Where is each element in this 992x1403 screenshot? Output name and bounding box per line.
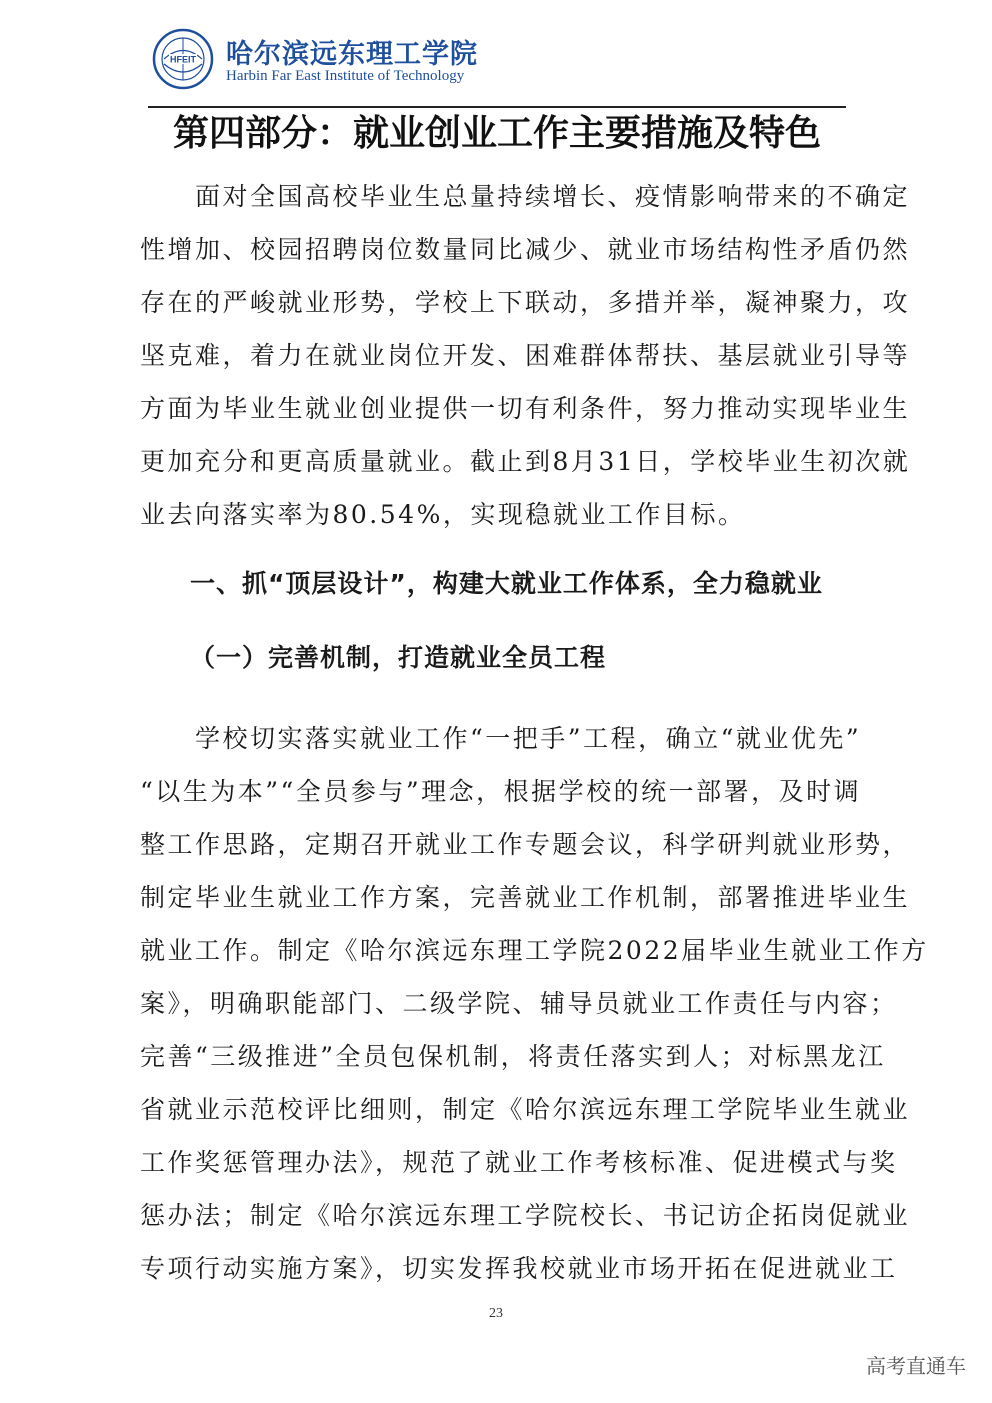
paragraph-line: 面对全国高校毕业生总量持续增长、疫情影响带来的不确定 [140, 182, 911, 211]
paragraph-line: “以生为本”“全员参与”理念，根据学校的统一部署，及时调 [140, 777, 862, 806]
watermark: 高考直通车 [866, 1354, 966, 1378]
school-logo-icon [152, 28, 214, 90]
school-name-en: Harbin Far East Institute of Technology [226, 68, 465, 84]
page-header [152, 28, 852, 94]
paragraph-line: 就业工作。制定《哈尔滨远东理工学院2022届毕业生就业工作方 [140, 936, 929, 965]
paragraph-line: 整工作思路，定期召开就业工作专题会议，科学研判就业形势， [140, 830, 911, 859]
paragraph-line: 案》，明确职能部门、二级学院、辅导员就业工作责任与内容； [140, 989, 898, 1018]
paragraph-line: 学校切实落实就业工作“一把手”工程，确立“就业优先” [140, 724, 862, 753]
paragraph-line: 完善“三级推进”全员包保机制，将责任落实到人；对标黑龙江 [140, 1042, 886, 1071]
paragraph-line: 省就业示范校评比细则，制定《哈尔滨远东理工学院毕业生就业 [140, 1095, 911, 1124]
logo-text: HFEIT [170, 54, 196, 65]
header-divider [148, 106, 846, 108]
paragraph-line: 性增加、校园招聘岗位数量同比减少、就业市场结构性矛盾仍然 [140, 235, 911, 264]
paragraph-line: 坚克难，着力在就业岗位开发、困难群体帮扶、基层就业引导等 [140, 341, 911, 370]
paragraph-line: 制定毕业生就业工作方案，完善就业工作机制，部署推进毕业生 [140, 883, 911, 912]
paragraph-line: 存在的严峻就业形势，学校上下联动，多措并举，凝神聚力，攻 [140, 288, 911, 317]
mechanism-paragraph [140, 712, 929, 1295]
intro-paragraph [140, 170, 911, 541]
school-name-cn: 哈尔滨远东理工学院 [226, 39, 478, 70]
section-heading-1: 一、抓“顶层设计”，构建大就业工作体系，全力稳就业 [190, 569, 823, 598]
page-title: 第四部分：就业创业工作主要措施及特色 [172, 113, 821, 154]
paragraph-line: 惩办法；制定《哈尔滨远东理工学院校长、书记访企拓岗促就业 [140, 1201, 911, 1230]
paragraph-line: 专项行动实施方案》，切实发挥我校就业市场开拓在促进就业工 [140, 1254, 898, 1283]
paragraph-line: 方面为毕业生就业创业提供一切有利条件，努力推动实现毕业生 [140, 394, 911, 423]
paragraph-line: 工作奖惩管理办法》，规范了就业工作考核标准、促进模式与奖 [140, 1148, 898, 1177]
paragraph-line: 业去向落实率为80.54%，实现稳就业工作目标。 [140, 500, 746, 529]
page-number: 23 [489, 1306, 503, 1321]
paragraph-line: 更加充分和更高质量就业。截止到8月31日，学校毕业生初次就 [140, 447, 911, 476]
subsection-heading-1: （一）完善机制，打造就业全员工程 [190, 643, 607, 672]
